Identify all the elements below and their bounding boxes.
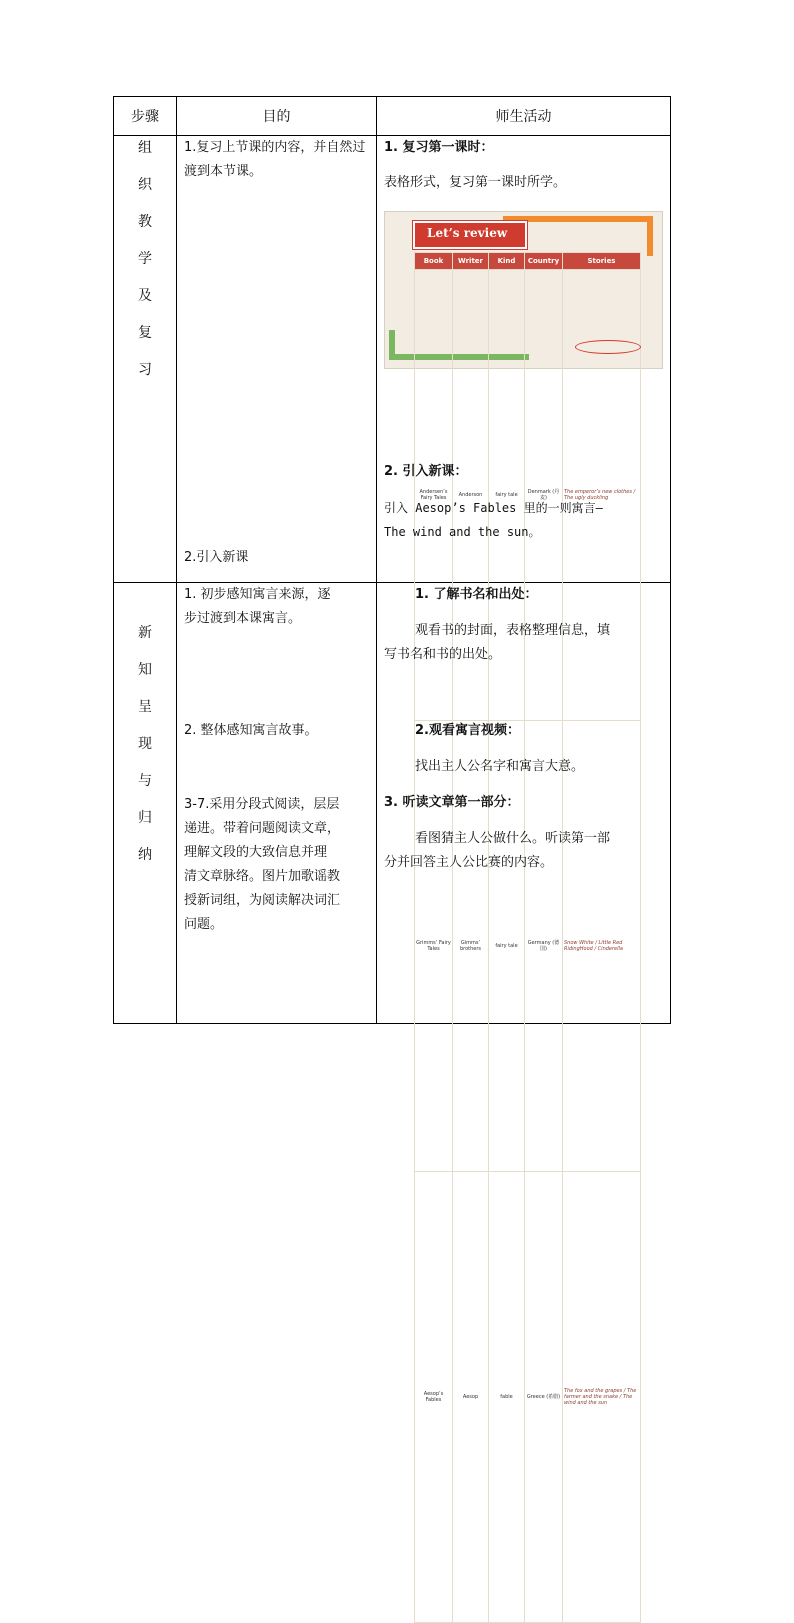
step-char: 织 [138,177,152,193]
purpose-cell [177,583,377,1024]
purpose-text: 授新词组，为阅读解决词汇 [184,893,341,908]
review-header: Writer [453,253,489,270]
step-label-vertical [114,130,176,389]
purpose-text: 递进。带着问题阅读文章， [184,821,341,836]
review-header: Kind [489,253,525,270]
step-char: 新 [138,625,152,641]
step-cell [114,136,177,583]
activity-title: 2.观看寓言视频： [415,723,520,738]
table-row [114,136,671,583]
activity-text: 看图猜主人公做什么。听读第一部 [415,831,611,846]
header-activity: 师生活动 [377,97,671,136]
table-header-row [114,97,671,136]
activity-text: 分并回答主人公比赛的内容。 [384,855,554,870]
activity-title: 1. 了解书名和出处： [415,587,538,602]
step-char: 与 [138,773,152,789]
purpose-text: 2. 整体感知寓言故事。 [184,723,318,738]
step-char: 学 [138,251,152,267]
step-char: 知 [138,662,152,678]
step-char: 呈 [138,699,152,715]
header-purpose: 目的 [177,97,377,136]
step-char: 习 [138,362,152,378]
purpose-cell [177,136,377,583]
purpose-text: 2.引入新课 [184,550,249,565]
purpose-text: 3-7.采用分段式阅读，层层 [184,797,340,812]
step-char: 及 [138,288,152,304]
purpose-text: 理解文段的大致信息并理 [184,845,328,860]
activity-text: 观看书的封面，表格整理信息，填 [415,623,611,638]
step-char: 纳 [138,847,152,863]
review-banner: Let’s review [413,221,527,249]
purpose-text: 1. 初步感知寓言来源，逐 [184,587,331,602]
review-header: Country [525,253,563,270]
activity-text: 表格形式，复习第一课时所学。 [384,175,567,190]
review-header: Stories [563,253,641,270]
step-char: 现 [138,736,152,752]
activity-title: 2. 引入新课： [384,464,468,479]
orange-arrow-decoration [647,216,653,256]
review-row: Aesop’s Fables Aesop fable Greece (希腊) The fox and the grapes / The farmer and the snake / The wind and the sun [415,1172,641,1623]
highlight-oval [575,340,641,354]
step-char: 教 [138,214,152,230]
purpose-text: 问题。 [184,917,224,932]
activity-text: 找出主人公名字和寓言大意。 [415,759,585,774]
step-char: 复 [138,325,152,341]
activity-text: 引入 Aesop’s Fables 里的一则寓言— [384,501,603,515]
step-char: 组 [138,140,152,156]
header-step: 步骤 [114,97,177,136]
step-label-vertical [114,615,176,874]
activity-title: 1. 复习第一课时： [384,140,494,155]
activity-title: 3. 听读文章第一部分： [384,795,520,810]
review-row: Andersen’s Fairy Tales Anderson fairy tale Denmark (丹麦) The emperor’s new clothes / The ugly duckling [415,270,641,721]
review-row: Grimms’ Fairy Tales Gimms’ brothers fairy tale Germany (德国) Snow White / Little Red RidingHood / Cinderella [415,721,641,1172]
step-char: 归 [138,810,152,826]
purpose-text: 1.复习上节课的内容，并自然过渡到本节课。 [184,140,366,179]
activity-cell [377,583,671,1024]
review-header: Book [415,253,453,270]
step-cell [114,583,177,1024]
table-row [114,583,671,1024]
lesson-plan-table [113,96,671,1406]
activity-text: 写书名和书的出处。 [384,647,502,662]
purpose-text: 清文章脉络。图片加歌谣教 [184,869,341,884]
purpose-text: 步过渡到本课寓言。 [184,611,302,626]
activity-text: The wind and the sun。 [384,525,541,539]
